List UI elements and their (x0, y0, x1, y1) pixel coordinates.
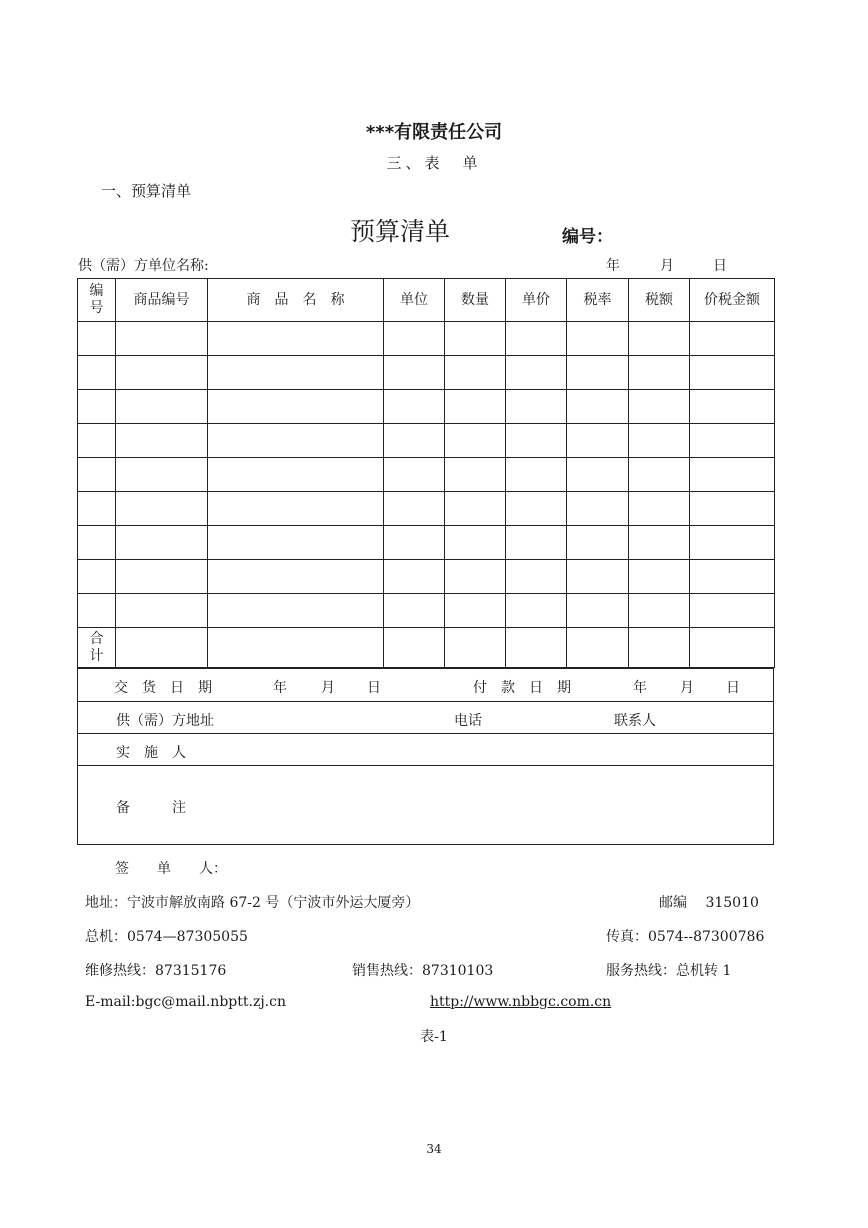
table-cell[interactable] (629, 628, 690, 668)
col-header-quantity: 数量 (445, 279, 506, 322)
delivery-day-label: 日 (367, 680, 381, 696)
footer-sales-hotline: 销售热线：87310103 (352, 963, 494, 979)
table-caption: 表-1 (420, 1029, 448, 1045)
date-year-label: 年 (606, 258, 620, 274)
table-cell[interactable] (445, 424, 506, 458)
form-number-label: 编号： (562, 227, 613, 247)
table-cell[interactable] (208, 628, 384, 668)
table-cell[interactable] (445, 322, 506, 356)
footer-website-link[interactable]: http://www.nbbgc.com.cn (430, 994, 612, 1010)
implementer-row (78, 734, 774, 766)
implementer-label: 实 施 人 (116, 745, 186, 761)
table-row (78, 424, 775, 458)
footer-repair-hotline: 维修热线：87315176 (85, 963, 227, 979)
table-cell[interactable] (445, 492, 506, 526)
table-cell[interactable] (567, 458, 629, 492)
table-cell[interactable] (690, 628, 775, 668)
table-cell[interactable] (78, 594, 116, 628)
table-cell[interactable] (384, 560, 445, 594)
table-cell[interactable] (208, 560, 384, 594)
table-cell[interactable] (78, 356, 116, 390)
table-cell[interactable] (690, 458, 775, 492)
table-cell[interactable] (506, 424, 567, 458)
table-cell[interactable] (116, 594, 208, 628)
table-cell[interactable] (116, 560, 208, 594)
table-cell[interactable] (208, 526, 384, 560)
table-cell[interactable] (116, 390, 208, 424)
table-cell[interactable] (116, 492, 208, 526)
table-row (78, 526, 775, 560)
col-header-no: 编号 (78, 279, 116, 322)
table-cell[interactable] (384, 492, 445, 526)
footer-email: E-mail:bgc@mail.nbptt.zj.cn (85, 994, 286, 1010)
footer-address: 地址：宁波市解放南路 67-2 号（宁波市外运大厦旁） (85, 895, 420, 911)
table-cell[interactable] (116, 526, 208, 560)
table-cell[interactable] (629, 390, 690, 424)
table-cell[interactable] (384, 526, 445, 560)
table-cell[interactable] (116, 424, 208, 458)
signer-label: 签 单 人： (115, 861, 227, 877)
table-cell[interactable] (445, 594, 506, 628)
payment-month-label: 月 (680, 680, 694, 696)
table-cell[interactable] (506, 390, 567, 424)
table-cell[interactable] (78, 458, 116, 492)
table-cell[interactable] (506, 356, 567, 390)
table-row (78, 492, 775, 526)
col-header-total-amount: 价税金额 (690, 279, 775, 322)
table-cell[interactable] (78, 390, 116, 424)
table-cell[interactable] (506, 560, 567, 594)
table-cell[interactable] (690, 560, 775, 594)
table-cell[interactable] (690, 390, 775, 424)
contact-label: 联系人 (614, 713, 656, 729)
table-row (78, 594, 775, 628)
delivery-date-label: 交 货 日 期 (114, 680, 212, 696)
col-header-tax-amount: 税额 (629, 279, 690, 322)
remarks-label: 备 注 (116, 800, 186, 816)
table-cell[interactable] (690, 356, 775, 390)
table-cell[interactable] (78, 424, 116, 458)
table-cell[interactable] (208, 322, 384, 356)
table-cell[interactable] (690, 526, 775, 560)
table-cell[interactable] (567, 560, 629, 594)
col-header-tax-rate: 税率 (567, 279, 629, 322)
table-cell[interactable] (506, 458, 567, 492)
table-cell[interactable] (690, 322, 775, 356)
address-cell[interactable] (78, 702, 774, 734)
table-row (78, 560, 775, 594)
info-table (77, 668, 774, 845)
table-cell[interactable] (384, 628, 445, 668)
table-cell[interactable] (116, 356, 208, 390)
date-day-label: 日 (713, 258, 727, 274)
table-cell[interactable] (567, 492, 629, 526)
table-cell[interactable] (445, 356, 506, 390)
table-cell[interactable] (506, 526, 567, 560)
table-cell[interactable] (629, 424, 690, 458)
table-cell[interactable] (629, 322, 690, 356)
table-cell[interactable] (78, 560, 116, 594)
table-cell[interactable] (567, 594, 629, 628)
table-cell[interactable] (445, 628, 506, 668)
footer-postcode: 邮编 315010 (659, 895, 759, 911)
total-row (78, 628, 775, 668)
footer-fax: 传真：0574--87300786 (606, 929, 765, 945)
company-name: ***有限责任公司 (365, 122, 503, 143)
table-cell[interactable] (629, 492, 690, 526)
table-cell[interactable] (208, 492, 384, 526)
table-row (78, 356, 775, 390)
remarks-cell[interactable] (78, 766, 774, 845)
table-row (78, 390, 775, 424)
remarks-row (78, 766, 774, 845)
form-title: 预算清单 (350, 217, 451, 246)
table-cell[interactable] (208, 356, 384, 390)
table-cell[interactable] (629, 560, 690, 594)
budget-table (77, 278, 775, 668)
col-header-item-name: 商 品 名 称 (208, 279, 384, 322)
footer-switchboard: 总机：0574—87305055 (85, 929, 248, 945)
table-cell[interactable] (506, 594, 567, 628)
table-cell[interactable] (445, 560, 506, 594)
table-cell[interactable] (629, 458, 690, 492)
date-cell[interactable] (78, 669, 774, 702)
table-cell[interactable] (116, 322, 208, 356)
table-cell[interactable] (445, 390, 506, 424)
table-row (78, 458, 775, 492)
section-heading: 三、表 单 (386, 154, 482, 172)
table-cell[interactable] (208, 390, 384, 424)
table-cell[interactable] (690, 492, 775, 526)
delivery-month-label: 月 (321, 680, 335, 696)
table-cell[interactable] (567, 356, 629, 390)
delivery-year-label: 年 (273, 680, 287, 696)
table-cell[interactable] (384, 594, 445, 628)
table-cell[interactable] (690, 594, 775, 628)
payment-day-label: 日 (726, 680, 740, 696)
table-cell[interactable] (208, 458, 384, 492)
table-cell[interactable] (116, 458, 208, 492)
col-header-unit-price: 单价 (506, 279, 567, 322)
table-cell[interactable] (690, 424, 775, 458)
subsection-heading: 一、预算清单 (101, 182, 192, 200)
table-cell[interactable] (78, 526, 116, 560)
page-number: 34 (426, 1142, 442, 1156)
col-header-item-code: 商品编号 (116, 279, 208, 322)
table-row (78, 322, 775, 356)
table-cell[interactable] (629, 594, 690, 628)
table-cell[interactable] (445, 458, 506, 492)
total-label: 合计 (78, 628, 116, 668)
table-cell[interactable] (629, 526, 690, 560)
table-cell[interactable] (384, 322, 445, 356)
table-cell[interactable] (629, 356, 690, 390)
table-cell[interactable] (384, 356, 445, 390)
table-cell[interactable] (567, 526, 629, 560)
table-cell[interactable] (208, 424, 384, 458)
table-cell[interactable] (506, 628, 567, 668)
table-cell[interactable] (78, 322, 116, 356)
table-cell[interactable] (506, 492, 567, 526)
date-month-label: 月 (660, 258, 674, 274)
table-cell[interactable] (384, 390, 445, 424)
payment-date-label: 付 款 日 期 (473, 680, 571, 696)
table-cell[interactable] (78, 492, 116, 526)
col-header-unit: 单位 (384, 279, 445, 322)
table-cell[interactable] (567, 322, 629, 356)
table-cell[interactable] (506, 322, 567, 356)
address-label: 供（需）方地址 (116, 713, 214, 729)
table-header-row (78, 279, 775, 322)
table-cell[interactable] (445, 526, 506, 560)
table-cell[interactable] (384, 458, 445, 492)
table-cell[interactable] (567, 424, 629, 458)
implementer-cell[interactable] (78, 734, 774, 766)
table-cell[interactable] (384, 424, 445, 458)
footer-service-hotline: 服务热线：总机转 1 (606, 963, 732, 979)
table-cell[interactable] (567, 390, 629, 424)
table-cell[interactable] (116, 628, 208, 668)
date-row (78, 669, 774, 702)
table-cell[interactable] (567, 628, 629, 668)
phone-label: 电话 (454, 713, 482, 729)
table-cell[interactable] (208, 594, 384, 628)
address-row (78, 702, 774, 734)
supplier-name-label: 供（需）方单位名称: (78, 258, 209, 274)
payment-year-label: 年 (633, 680, 647, 696)
